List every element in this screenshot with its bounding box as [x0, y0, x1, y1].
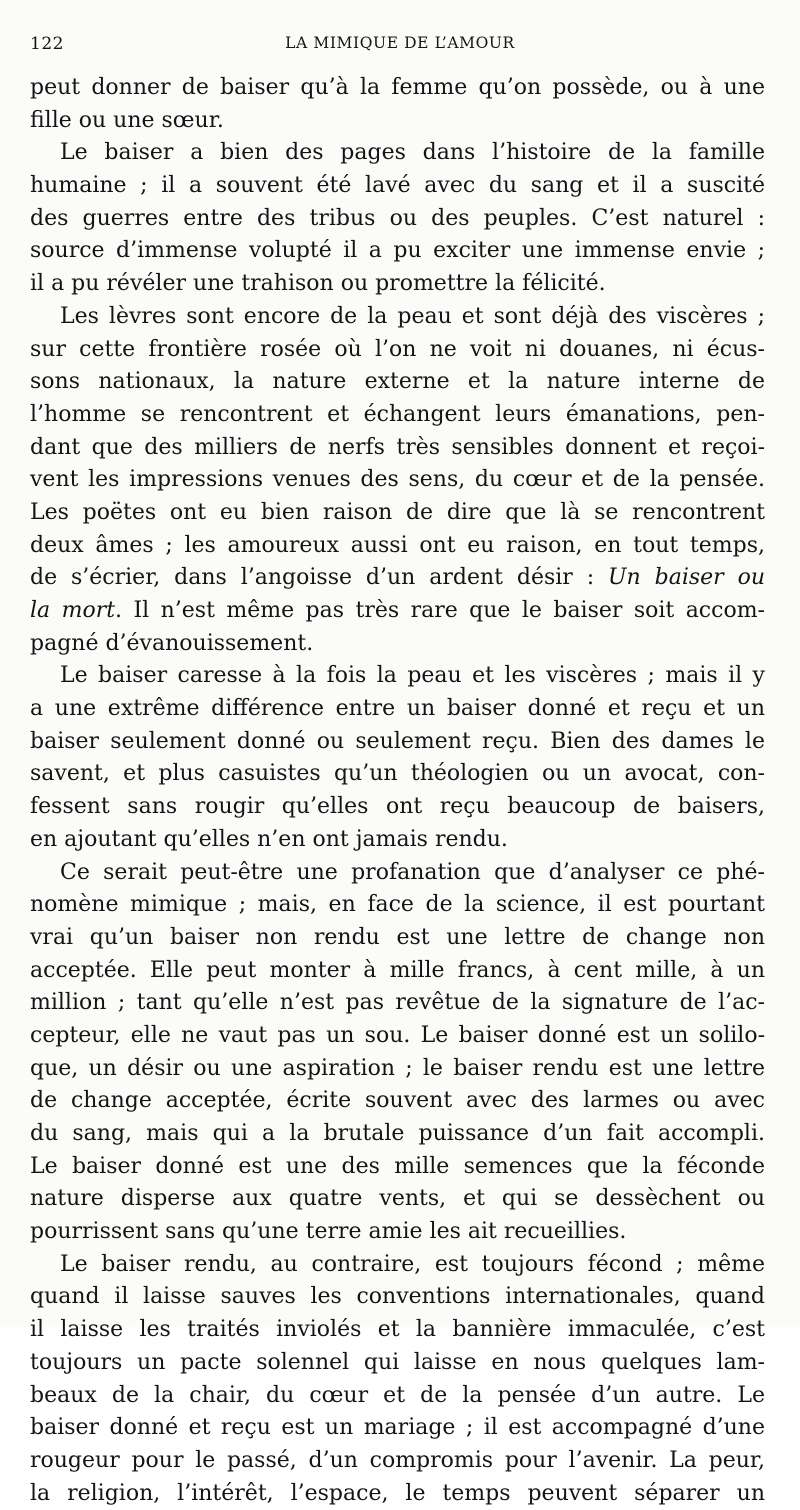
text-line: Le baiser caresse à la fois la peau et les viscères ; mais il y [60, 663, 765, 689]
text-line: baiser seulement donné ou seulement reçu. Bien des dames le [30, 728, 765, 754]
page-header [30, 34, 770, 60]
text-line: Le baiser a bien des pages dans l’histoire de la famille [60, 140, 765, 166]
text-line: rougeur pour le passé, d’un compromis pour l’avenir. La peur, [30, 1447, 765, 1473]
text-line: des guerres entre des tribus ou des peuples. C’est naturel : [30, 205, 765, 231]
text-line: sons nationaux, la nature externe et la nature interne de [30, 369, 765, 395]
text-line [30, 562, 765, 595]
text-line: deux âmes ; les amoureux aussi ont eu raison, en tout temps, [30, 532, 765, 558]
text-line: nature disperse aux quatre vents, et qui se dessèchent ou [30, 1186, 765, 1212]
text-line: fessent sans rougir qu’elles ont reçu beaucoup de baisers, [30, 794, 765, 820]
text-line: en ajoutant qu’elles n’en ont jamais rendu. [30, 826, 508, 852]
text-line: Le baiser rendu, au contraire, est toujours fécond ; même [60, 1251, 765, 1277]
text-line: fille ou une sœur. [30, 107, 224, 133]
text-line: a une extrême différence entre un baiser donné et reçu et un [30, 696, 765, 722]
text-line-italic: la mort [30, 598, 116, 623]
text-line-roman: . Il n’est même pas très rare que le baiser soit accom- [115, 598, 765, 623]
text-line: il a pu révéler une trahison ou promettre la félicité. [30, 271, 606, 297]
text-line: que, un désir ou une aspiration ; le baiser rendu est une lettre [30, 1055, 765, 1081]
text-line: l’homme se rencontrent et échangent leurs émanations, pen- [30, 401, 765, 427]
text-line: Les lèvres sont encore de la peau et sont déjà des viscères ; [60, 303, 765, 329]
text-line: beaux de la chair, du cœur et de la pensée d’un autre. Le [30, 1382, 765, 1408]
text-line: Ce serait peut-être une profanation que d’analyser ce phé- [60, 859, 765, 885]
text-line: million ; tant qu’elle n’est pas revêtue de la signature de l’ac- [30, 990, 765, 1016]
text-line: pagné d’évanouissement. [30, 630, 314, 656]
text-line: savent, et plus casuistes qu’un théologien ou un avocat, con- [30, 761, 765, 787]
text-line: Le baiser donné est une des mille semences que la féconde [30, 1153, 765, 1179]
text-line: il laisse les traités inviolés et la bannière immaculée, c’est [30, 1317, 765, 1343]
text-line: la religion, l’intérêt, l’espace, le temps peuvent séparer un [30, 1480, 765, 1506]
text-line: cepteur, elle ne vaut pas un sou. Le baiser donné est un solilo- [30, 1022, 765, 1048]
text-line: humaine ; il a souvent été lavé avec du sang et il a suscité [30, 173, 765, 199]
text-line: du sang, mais qui a la brutale puissance d’un fait accompli. [30, 1121, 765, 1146]
text-line-italic: Un baiser ou [608, 565, 765, 591]
text-line: vrai qu’un baiser non rendu est une lettre de change non [30, 924, 765, 950]
text-line: sur cette frontière rosée où l’on ne voit ni douanes, ni écus- [30, 336, 765, 362]
page-number: 122 [30, 34, 64, 54]
text-line: source d’immense volupté il a pu exciter une immense envie ; [30, 238, 765, 264]
text-line: de change acceptée, écrite souvent avec des larmes ou avec [30, 1088, 765, 1114]
text-line: baiser donné et reçu est un mariage ; il est accompagné d’une [30, 1415, 765, 1441]
body-text [30, 72, 765, 1510]
text-line: Les poëtes ont eu bien raison de dire que là se rencontrent [30, 499, 765, 525]
text-line: pourrissent sans qu’une terre amie les ait recueillies. [30, 1219, 627, 1245]
text-line [30, 595, 765, 628]
text-line: nomène mimique ; mais, en face de la science, il est pourtant [30, 892, 765, 918]
text-line: dant que des milliers de nerfs très sensibles donnent et reçoi- [30, 434, 765, 460]
text-line: quand il laisse sauves les conventions internationales, quand [30, 1284, 765, 1310]
text-line: acceptée. Elle peut monter à mille francs, à cent mille, à un [30, 957, 765, 983]
text-line: vent les impressions venues des sens, du cœur et de la pensée. [30, 467, 765, 493]
text-line-roman: de s’écrier, dans l’angoisse d’un ardent désir : [30, 565, 609, 591]
text-line: toujours un pacte solennel qui laisse en nous quelques lam- [30, 1349, 765, 1375]
running-title: LA MIMIQUE DE L’AMOUR [285, 34, 515, 52]
text-line: peut donner de baiser qu’à la femme qu’on possède, ou à une [30, 75, 765, 100]
